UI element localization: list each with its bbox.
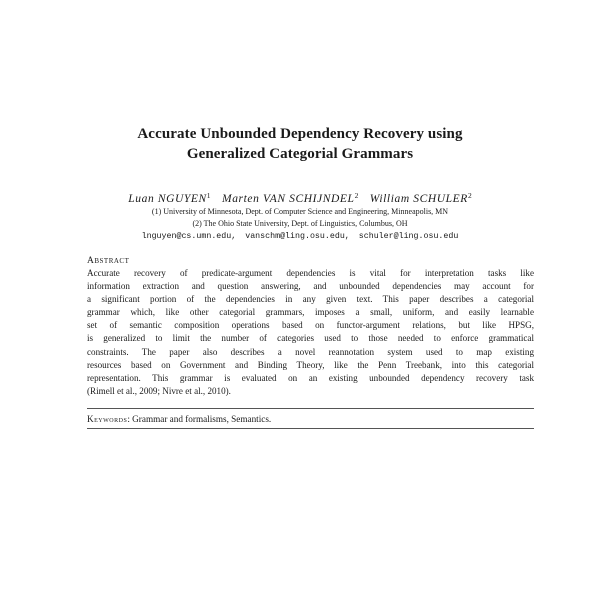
author-name: Luan NGUYEN <box>128 193 207 205</box>
author-list <box>40 188 560 207</box>
affiliation: (1) University of Minnesota, Dept. of Computer Science and Engineering, Minneapolis, MN <box>151 207 449 216</box>
keywords-separator: : <box>127 414 130 424</box>
affiliation-mark: 2 <box>354 191 359 200</box>
paper-title <box>60 124 540 164</box>
title-line: Accurate Unbounded Dependency Recovery using <box>137 126 463 142</box>
author <box>222 193 358 205</box>
email: lnguyen@cs.umn.edu, <box>141 232 237 241</box>
abstract-line: is generalized to limit the number of categories used to those needed to enforce grammatical <box>87 333 534 344</box>
keywords <box>87 413 271 425</box>
abstract-heading: Abstract <box>87 256 130 266</box>
email-list <box>40 231 560 242</box>
abstract-line: constraints. The paper also describes a novel reannotation system used to map existing <box>87 346 534 357</box>
email: schuler@ling.osu.edu <box>358 232 459 241</box>
author-name: Marten VAN SCHIJNDEL <box>222 193 355 205</box>
abstract-line: representation. This grammar is evaluated on an existing unbounded dependency recovery task <box>87 372 534 383</box>
abstract-line: a significant portion of the dependencies in any given text. This paper describes a categorial <box>87 294 534 305</box>
author-name: William SCHULER <box>369 193 468 205</box>
abstract-line: set of semantic composition operations based on functor-argument relations, but like HPSG, <box>87 320 534 331</box>
title-line: Generalized Categorial Grammars <box>186 146 414 162</box>
abstract-line: Accurate recovery of predicate-argument dependencies is vital for interpretation tasks like <box>87 268 534 278</box>
divider <box>87 408 534 409</box>
affiliation-mark: 1 <box>206 191 211 200</box>
abstract-line: grammar which, like other categorial grammars, imposes a small, uniform, and easily learnable <box>87 307 534 318</box>
keywords-label: Keywords <box>87 414 128 424</box>
abstract-line: (Rimell et al., 2009; Nivre et al., 2010). <box>87 385 231 396</box>
abstract-line: resources based on Government and Binding Theory, like the Penn Treebank, into this categorial <box>87 359 534 370</box>
author <box>128 193 210 205</box>
divider <box>87 428 534 429</box>
email: vanschm@ling.osu.edu, <box>245 232 350 241</box>
affiliation: (2) The Ohio State University, Dept. of Linguistics, Columbus, OH <box>192 219 408 228</box>
abstract-body <box>87 267 534 398</box>
affiliation-mark: 2 <box>467 191 472 200</box>
author <box>370 193 472 205</box>
abstract-line: information extraction and question answering, and unbounded dependencies may account for <box>87 281 534 292</box>
keywords-text: Grammar and formalisms, Semantics. <box>132 414 272 424</box>
